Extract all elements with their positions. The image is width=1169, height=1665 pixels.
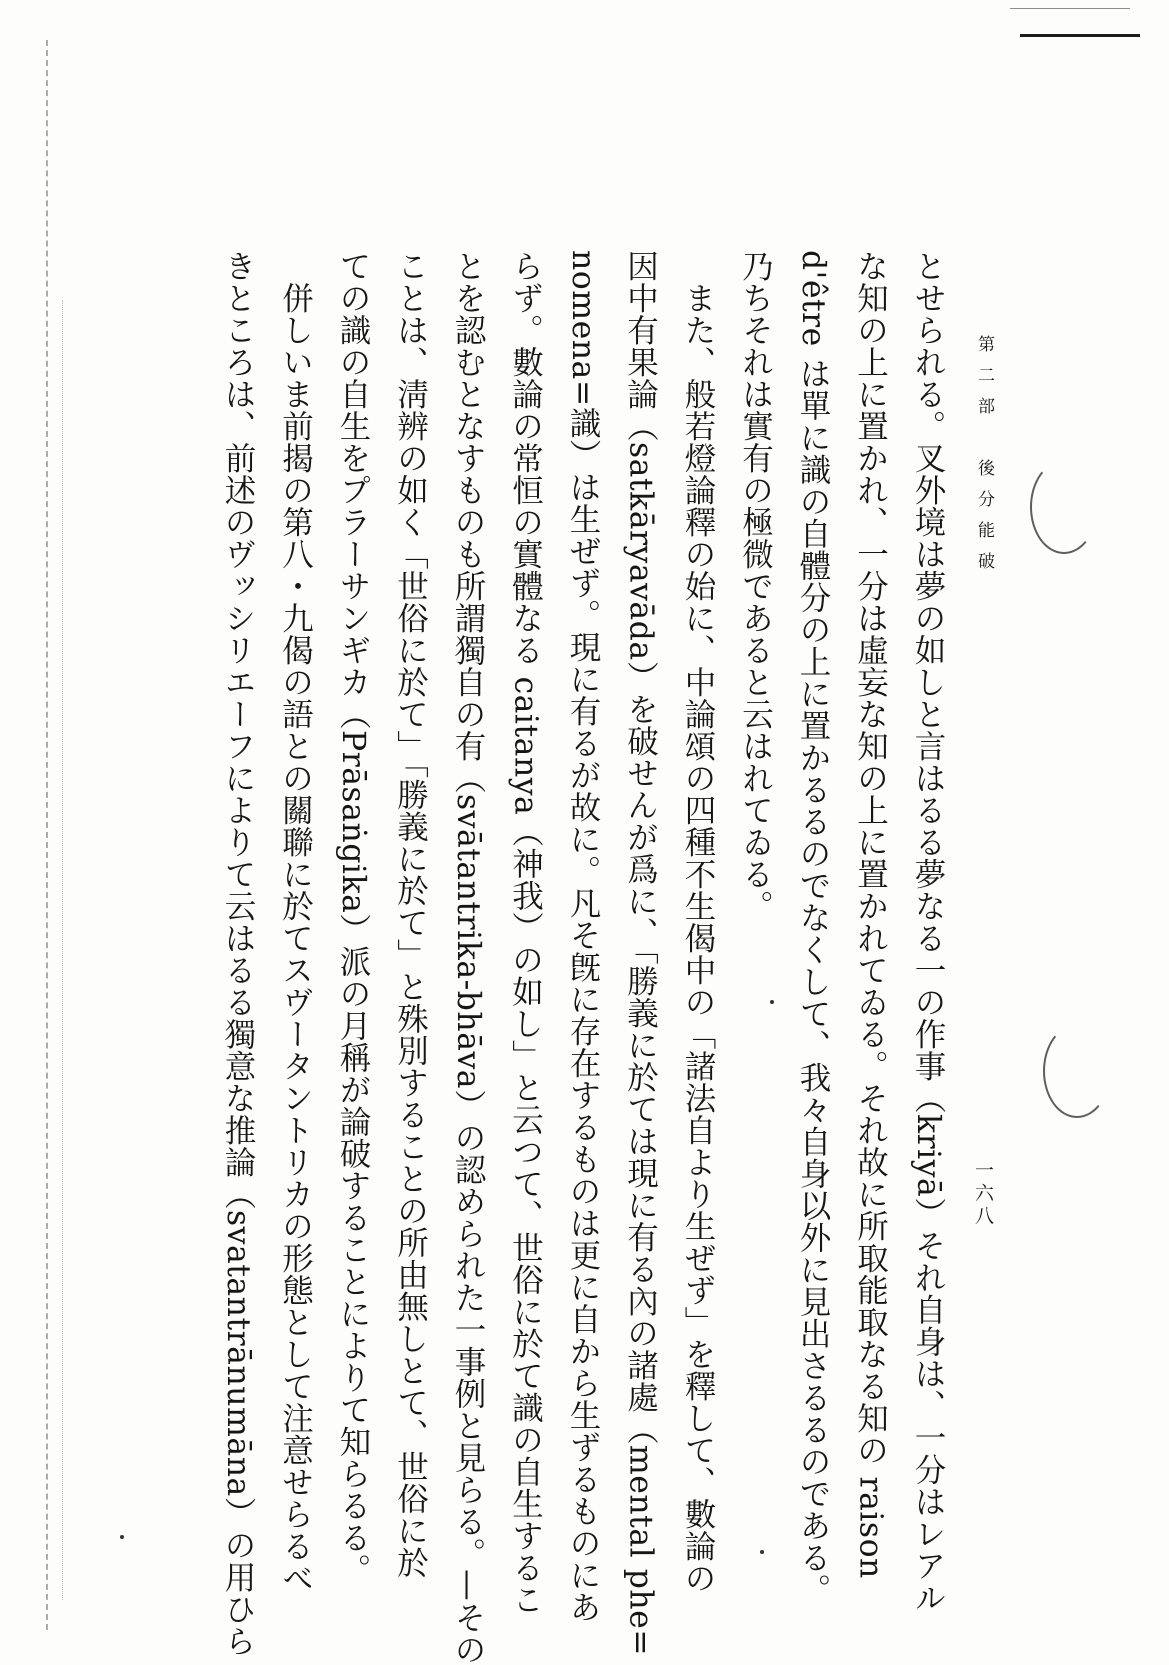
text-line: nomena=識）は生ぜず。現に有るが故に。凡そ旣に存在するものは更に自から生ずるものにあ <box>565 250 601 1623</box>
page-number: 一六八 <box>972 1160 994 1229</box>
text-line: とを認むとなすものも所謂獨自の有（svātantrika-bhāva）の認められた一事例と見らる。—その <box>450 250 486 1665</box>
text-line: な知の上に置かれ、一分は虛妄な知の上に置かれてゐる。それ故に所取能取なる知の raison <box>852 250 889 1579</box>
top-rule-thin <box>1010 8 1130 9</box>
text-line: また、般若燈論釋の始に、中論頌の四種不生偈中の「諸法自より生ぜず」を釋して、數論の <box>680 250 716 1594</box>
punch-hole-lower <box>1043 1024 1111 1118</box>
binding-edge-inner <box>62 300 63 1600</box>
text-line: 併しいま前揭の第八・九偈の語との關聯に於てスヴータントリカの形態として注意せらるべ <box>277 250 314 1594</box>
text-line: とせられる。叉外境は夢の如しと言はるる夢なる一の作事（kriyā）それ自身は、一分はレアル <box>910 250 946 1614</box>
running-head: 第二部 後分能破 <box>974 335 994 583</box>
text-line: きところは、前述のヴッシリエーフによりて云はるる獨意な推論（svatantrānumāna）の用ひら <box>220 250 256 1657</box>
text-line: 因中有果論（satkāryavāda）を破せんが爲に、「勝義に於ては現に有る內の諸處（mental phe= <box>622 250 659 1657</box>
text-line: d'être は單に識の自體分の上に置かるるのでなくして、我々自身以外に見出さるるのである。 <box>795 250 831 1606</box>
speck <box>120 1535 124 1539</box>
text-line: ての識の自生をプラーサンギカ（Prāsaṅgika）派の月稱が論破することによりて知らるる。 <box>335 250 371 1586</box>
top-rule <box>1020 34 1140 37</box>
binding-edge <box>46 40 48 1630</box>
body-text <box>196 250 956 1665</box>
text-line: ことは、淸辨の如く「世俗に於て」「勝義に於て」と殊別することの所由無しとて、世俗に於 <box>392 250 429 1579</box>
text-line: 乃ちそれは實有の極微であると云はれてゐる。 <box>737 250 774 922</box>
text-line: らず。數論の常恒の實體なる caitanya（神我）の如し」と云つて、世俗に於て識の自生するこ <box>507 250 544 1616</box>
punch-hole-upper <box>1030 460 1098 554</box>
